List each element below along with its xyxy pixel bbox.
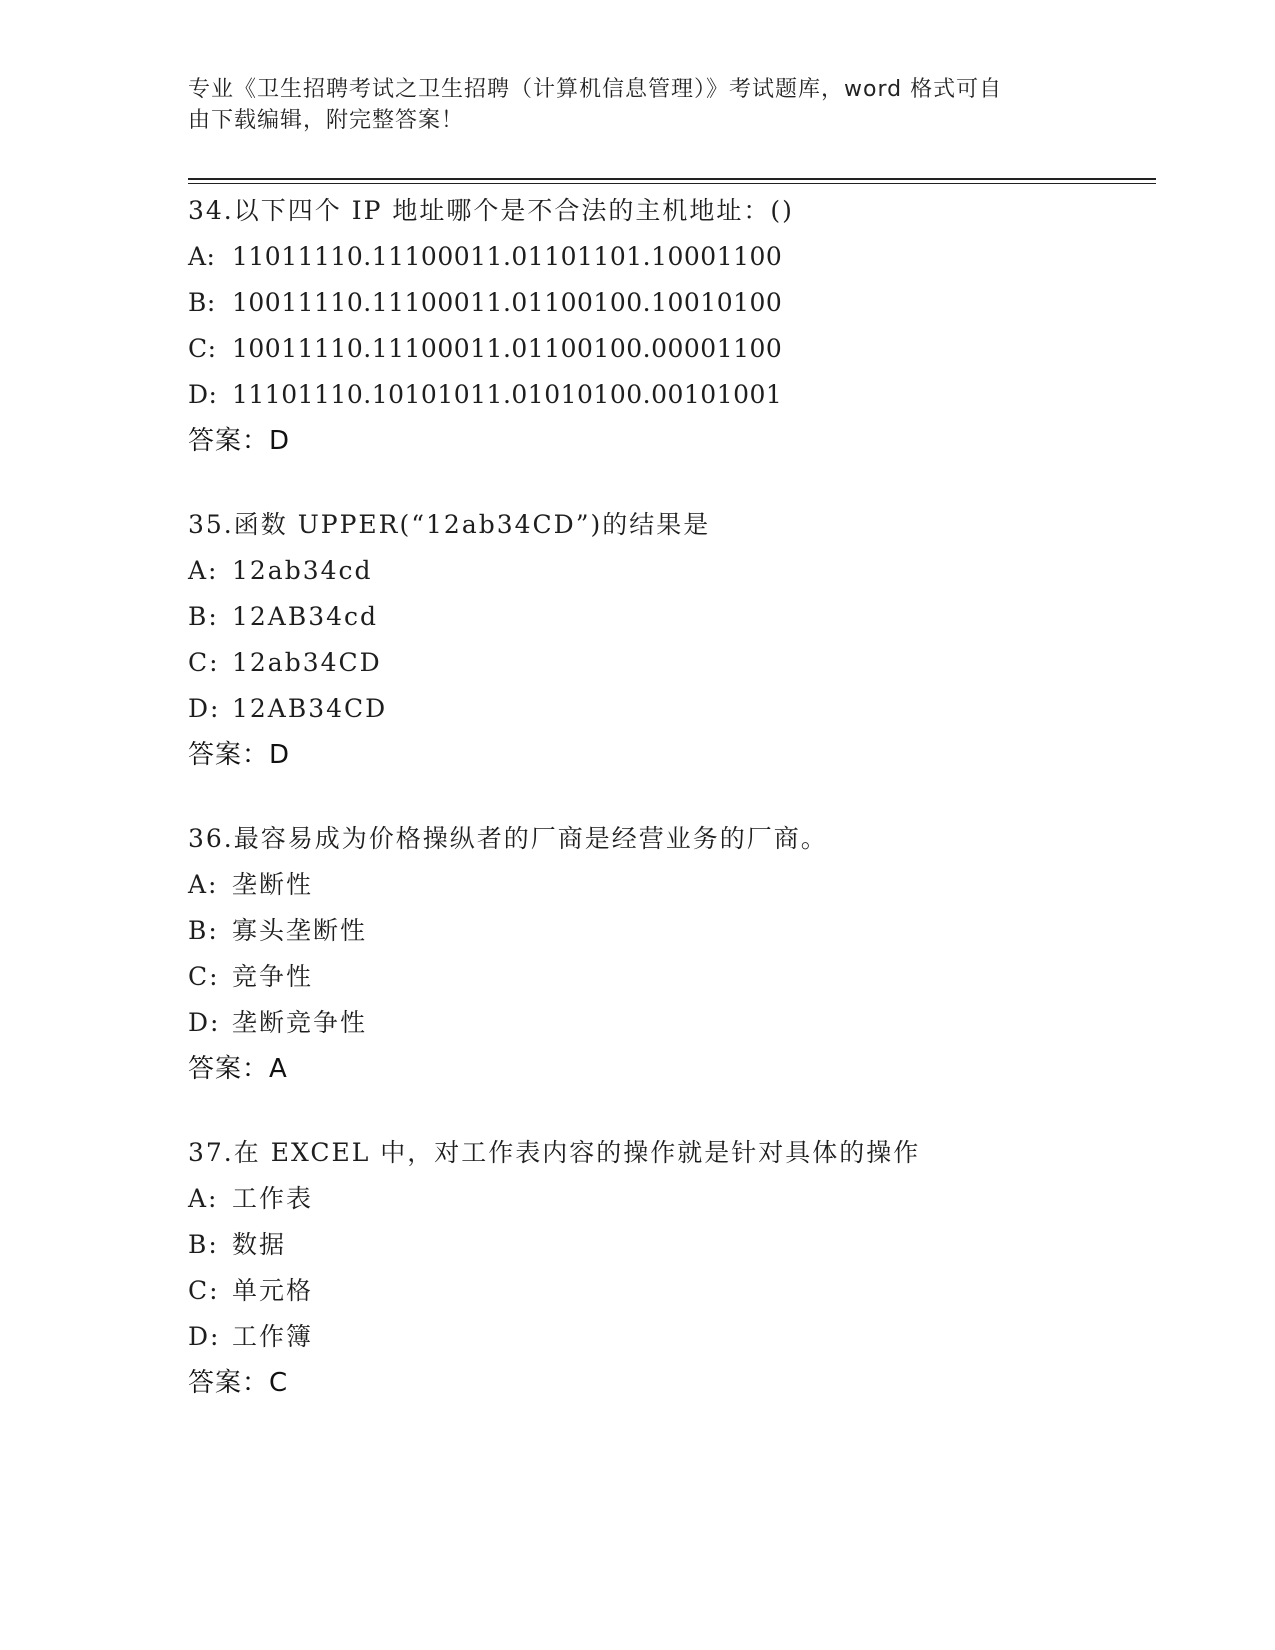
header-line-2: 由下载编辑，附完整答案！ — [188, 108, 465, 133]
option-key: A: — [188, 1184, 219, 1213]
option-text: 竞争性 — [232, 962, 314, 991]
document-header — [188, 74, 1068, 136]
option-c — [188, 954, 1156, 1000]
option-text: 10011110.11100011.01100100.10010100 — [232, 288, 783, 317]
option-text: 寡头垄断性 — [232, 916, 368, 945]
option-text: 垄断竞争性 — [232, 1008, 368, 1037]
option-b — [188, 1222, 1156, 1268]
option-text: 12AB34cd — [232, 602, 379, 631]
option-key: A: — [188, 242, 216, 271]
option-a — [188, 548, 1156, 594]
question-34 — [188, 188, 1156, 464]
option-key: D: — [188, 1008, 221, 1037]
option-text: 工作表 — [232, 1184, 314, 1213]
option-key: D: — [188, 1322, 221, 1351]
option-c — [188, 1268, 1156, 1314]
option-a — [188, 1176, 1156, 1222]
option-key: C: — [188, 1276, 220, 1305]
header-divider-thick — [188, 178, 1156, 180]
option-text: 12ab34CD — [232, 648, 382, 677]
option-d — [188, 1314, 1156, 1360]
option-key: B: — [188, 1230, 219, 1259]
question-36 — [188, 816, 1156, 1092]
option-d — [188, 1000, 1156, 1046]
option-d — [188, 686, 1156, 732]
option-key: A: — [188, 870, 219, 899]
answer: 答案：D — [188, 426, 291, 456]
option-text: 12ab34cd — [232, 556, 373, 585]
option-text: 垄断性 — [232, 870, 314, 899]
header-divider-thin — [188, 183, 1156, 184]
question-stem: 37.在 EXCEL 中，对工作表内容的操作就是针对具体的操作 — [188, 1138, 921, 1167]
option-text: 10011110.11100011.01100100.00001100 — [232, 334, 783, 363]
option-d — [188, 372, 1156, 418]
option-key: C: — [188, 648, 220, 677]
option-key: B: — [188, 602, 219, 631]
option-text: 工作簿 — [232, 1322, 314, 1351]
option-a — [188, 234, 1156, 280]
option-text: 12AB34CD — [232, 694, 388, 723]
option-key: C: — [188, 962, 220, 991]
question-list — [188, 188, 1156, 1406]
option-text: 单元格 — [232, 1276, 314, 1305]
option-key: D: — [188, 380, 218, 409]
option-key: C: — [188, 334, 217, 363]
option-key: B: — [188, 916, 219, 945]
option-text: 11101110.10101011.01010100.00101001 — [232, 380, 783, 409]
question-37 — [188, 1130, 1156, 1406]
answer: 答案：A — [188, 1054, 288, 1084]
header-line-1: 专业《卫生招聘考试之卫生招聘（计算机信息管理）》考试题库，word 格式可自 — [188, 77, 1003, 102]
option-key: D: — [188, 694, 221, 723]
question-35 — [188, 502, 1156, 778]
option-b — [188, 280, 1156, 326]
option-text: 11011110.11100011.01101101.10001100 — [232, 242, 783, 271]
question-stem: 34.以下四个 IP 地址哪个是不合法的主机地址：() — [188, 196, 794, 225]
answer: 答案：D — [188, 740, 291, 770]
option-text: 数据 — [232, 1230, 287, 1259]
question-stem: 36.最容易成为价格操纵者的厂商是经营业务的厂商。 — [188, 824, 828, 853]
option-a — [188, 862, 1156, 908]
option-key: A: — [188, 556, 219, 585]
answer: 答案：C — [188, 1368, 289, 1398]
option-b — [188, 594, 1156, 640]
option-c — [188, 640, 1156, 686]
option-key: B: — [188, 288, 216, 317]
option-c — [188, 326, 1156, 372]
question-stem: 35.函数 UPPER(“12ab34CD”)的结果是 — [188, 510, 711, 539]
option-b — [188, 908, 1156, 954]
